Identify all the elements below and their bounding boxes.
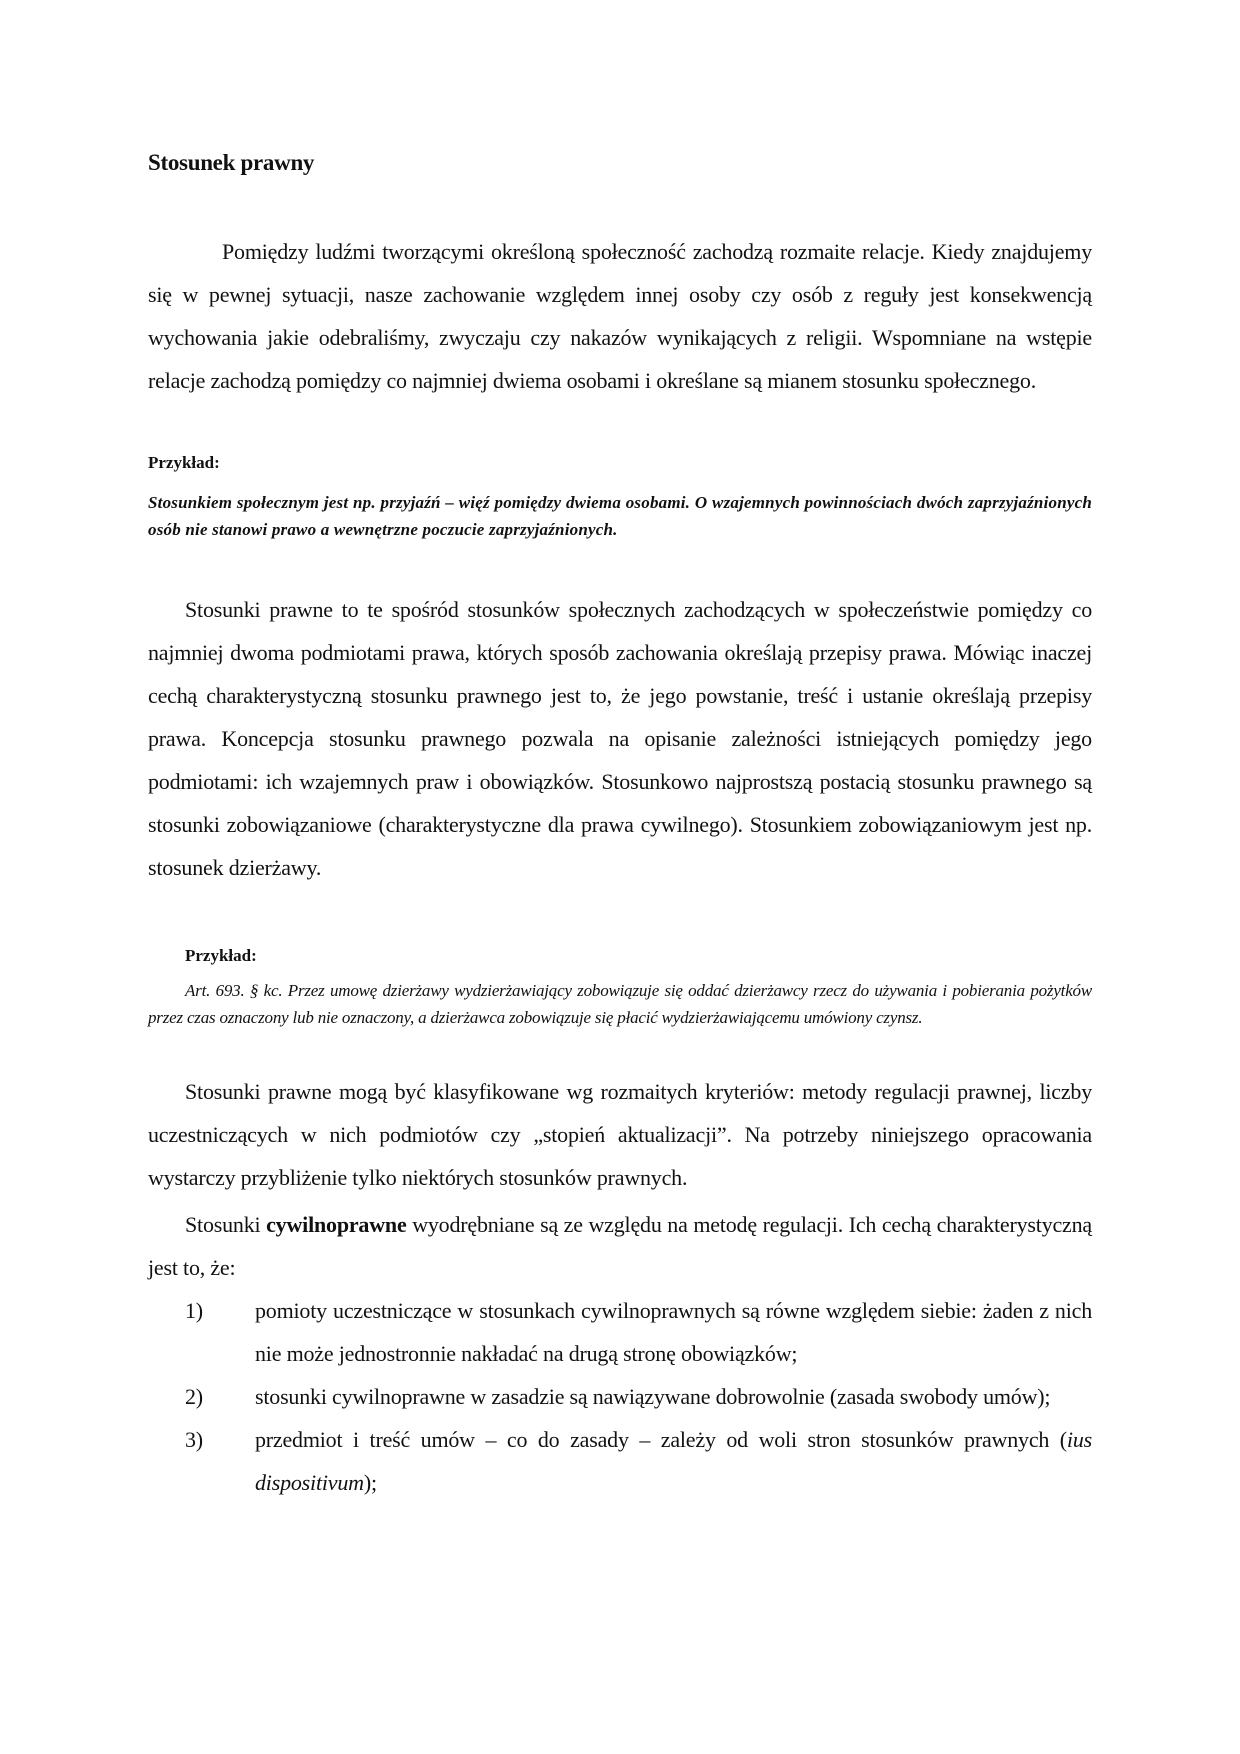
example-1-label: Przykład: [148, 453, 220, 472]
list-item-text: stosunki cywilnoprawne w zasadzie są nawiązywane dobrowolnie (zasada swobody umów); [255, 1384, 1051, 1409]
example-2-label: Przykład: [185, 946, 257, 965]
paragraph-1 [148, 230, 1092, 402]
paragraph-4-prefix: Stosunki [185, 1212, 267, 1237]
list-item-text-before: przedmiot i treść umów – co do zasady – zależy od woli stron stosunków prawnych ( [255, 1427, 1067, 1452]
numbered-list [148, 1289, 1092, 1504]
paragraph-2: Stosunki prawne to te spośród stosunków społecznych zachodzących w społeczeństwie pomiędzy co najmniej dwoma podmiotami prawa, których sposób zachowania określają przepisy prawa. Mówiąc inaczej cechą charakterystyczną stosunku prawnego jest to, że jego powstanie, treść i ustanie określają przepisy prawa. Koncepcja stosunku prawnego pozwala na opisanie zależności istniejących pomiędzy jego podmiotami: ich wzajemnych praw i obowiązków. Stosunkowo najprostszą postacią stosunku prawnego są stosunki zobowiązaniowe (charakterystyczne dla prawa cywilnego). Stosunkiem zobowiązaniowym jest np. stosunek dzierżawy. [148, 597, 1092, 880]
example-1-text: Stosunkiem społecznym jest np. przyjaźń – więź pomiędzy dwiema osobami. O wzajemnych powinnościach dwóch zaprzyjaźnionych osób nie stanowi prawo a wewnętrzne poczucie zaprzyjaźnionych. [148, 493, 1092, 539]
latin-term-ius-dispositivum: ius dispositivum [255, 1427, 1092, 1495]
example-2-text: Art. 693. § kc. Przez umowę dzierżawy wydzierżawiający zobowiązuje się oddać dzierżawcy rzecz do używania i pobierania pożytków przez czas oznaczony lub nie oznaczony, a dzierżawca zobowiązuje się płacić wydzierżawiającemu umówiony czynsz. [148, 981, 1092, 1027]
list-item-2 [148, 1375, 1092, 1418]
paragraph-4 [148, 1203, 1092, 1289]
list-number: 3) [185, 1427, 203, 1452]
list-item-text-after: ); [363, 1470, 377, 1495]
list-number: 2) [185, 1384, 203, 1409]
paragraph-3: Stosunki prawne mogą być klasyfikowane wg rozmaitych kryteriów: metody regulacji prawnej, liczby uczestniczących w nich podmiotów czy „stopień aktualizacji”. Na potrzeby niniejszego opracowania wystarczy przybliżenie tylko niektórych stosunków prawnych. [148, 1079, 1092, 1190]
paragraph-4-suffix: wyodrębniane są ze względu na metodę regulacji. Ich cechą charakterystyczną jest to, że: [148, 1212, 1092, 1280]
paragraph-1-text: Pomiędzy ludźmi tworzącymi określoną społeczność zachodzą rozmaite relacje. Kiedy znajdujemy się w pewnej sytuacji, nasze zachowanie względem innej osoby czy osób z reguły jest konsekwencją wychowania jakie odebraliśmy, zwyczaju czy nakazów wynikających z religii. Wspomniane na wstępie relacje zachodzą pomiędzy co najmniej dwiema osobami i określane są mianem stosunku społecznego. [148, 239, 1092, 393]
document-title: Stosunek prawny [148, 150, 315, 175]
list-number: 1) [185, 1298, 203, 1323]
list-item-text: pomioty uczestniczące w stosunkach cywilnoprawnych są równe względem siebie: żaden z nich nie może jednostronnie nakładać na drugą stronę obowiązków; [255, 1298, 1092, 1366]
list-item-3 [148, 1418, 1092, 1504]
bold-term-cywilnoprawne: cywilnoprawne [266, 1212, 407, 1237]
list-item-1 [148, 1289, 1092, 1375]
list-item-text [255, 1427, 1092, 1495]
